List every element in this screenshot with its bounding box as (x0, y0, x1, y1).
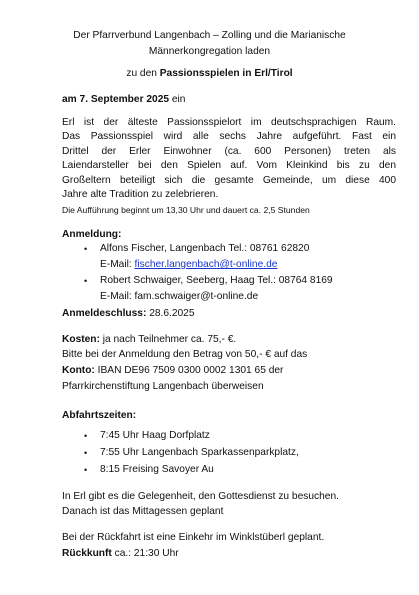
performance-note: Die Aufführung beginnt um 13,30 Uhr und dauert ca. 2,5 Stunden (62, 205, 310, 215)
account-line (62, 364, 283, 378)
departure-item: 7:45 Uhr Haag Dorfplatz (100, 430, 210, 441)
contact-2-email: fam.schwaiger@t-online.de (134, 291, 259, 302)
intro-line-2: Männerkongregation laden (148, 46, 271, 57)
bullet-icon: • (84, 431, 88, 441)
account-value: IBAN DE96 7509 0300 0002 1301 65 der (94, 365, 284, 376)
return-time (62, 547, 179, 561)
description-line-3: Drittel der Erler Einwohner (ca. 600 Personen) treten als (62, 146, 396, 157)
contact-1-email-link[interactable]: fischer.langenbach@t-online.de (134, 259, 278, 270)
service-line-1: In Erl gibt es die Gelegenheit, den Gottesdienst zu besuchen. (62, 491, 339, 502)
bullet-icon: • (84, 465, 88, 475)
contact-2-email-label: E-Mail: (100, 291, 135, 302)
contact-2-line: Robert Schwaiger, Seeberg, Haag Tel.: 08764 8169 (100, 275, 333, 286)
description-line-5: Großeltern beteiligt sich die gesamte Gemeinde, um diese 400 (62, 175, 396, 186)
bullet-icon: • (84, 448, 88, 458)
deadline-label: Anmeldeschluss: (62, 308, 147, 319)
costs-note: Bitte bei der Anmeldung den Betrag von 50,- € auf das (62, 349, 308, 360)
account-label: Konto: (62, 365, 95, 376)
costs-line (62, 333, 236, 347)
return-value: ca.: 21:30 Uhr (111, 548, 179, 559)
costs-value: ja nach Teilnehmer ca. 75,- €. (99, 334, 237, 345)
intro-line-3 (0, 67, 419, 81)
departures-heading: Abfahrtszeiten: (62, 410, 137, 421)
description-line-6: Jahre alte Tradition zu zelebrieren. (62, 189, 219, 200)
event-date-rest: ein (169, 94, 186, 105)
deadline-value: 28.6.2025 (146, 308, 195, 319)
description-line-2: Das Passionsspiel wird alle sechs Jahre aufgeführt. Fast ein (62, 131, 396, 142)
description-line-4: Laiendarsteller bei den Spielen auf. Vom Kleinkind bis zu den (62, 160, 396, 171)
departure-item: 8:15 Freising Savoyer Au (100, 464, 214, 475)
contact-1-line: Alfons Fischer, Langenbach Tel.: 08761 62820 (100, 243, 310, 254)
intro-line-3-prefix: zu den (126, 68, 160, 79)
event-date (62, 93, 185, 107)
bullet-icon: • (84, 244, 88, 254)
intro-line-1: Der Pfarrverbund Langenbach – Zolling und die Marianische (73, 30, 346, 41)
registration-deadline (62, 307, 195, 321)
description-line-1: Erl ist der älteste Passionsspielort im deutschsprachigen Raum. (62, 117, 396, 128)
return-line-1: Bei der Rückfahrt ist eine Einkehr im Winklstüberl geplant. (62, 532, 325, 543)
departure-item: 7:55 Uhr Langenbach Sparkassenparkplatz, (100, 447, 299, 458)
costs-label: Kosten: (62, 334, 100, 345)
event-date-bold: am 7. September 2025 (62, 94, 170, 105)
registration-heading: Anmeldung: (62, 229, 122, 240)
return-label: Rückkunft (62, 548, 112, 559)
service-line-2: Danach ist das Mittagessen geplant (62, 506, 224, 517)
contact-2-email-row (100, 290, 258, 304)
event-title: Passionsspielen in Erl/Tirol (159, 68, 293, 79)
account-holder: Pfarrkirchenstiftung Langenbach überweisen (62, 381, 264, 392)
contact-1-email-label: E-Mail: (100, 259, 135, 270)
bullet-icon: • (84, 276, 88, 286)
contact-1-email-row (100, 258, 277, 272)
